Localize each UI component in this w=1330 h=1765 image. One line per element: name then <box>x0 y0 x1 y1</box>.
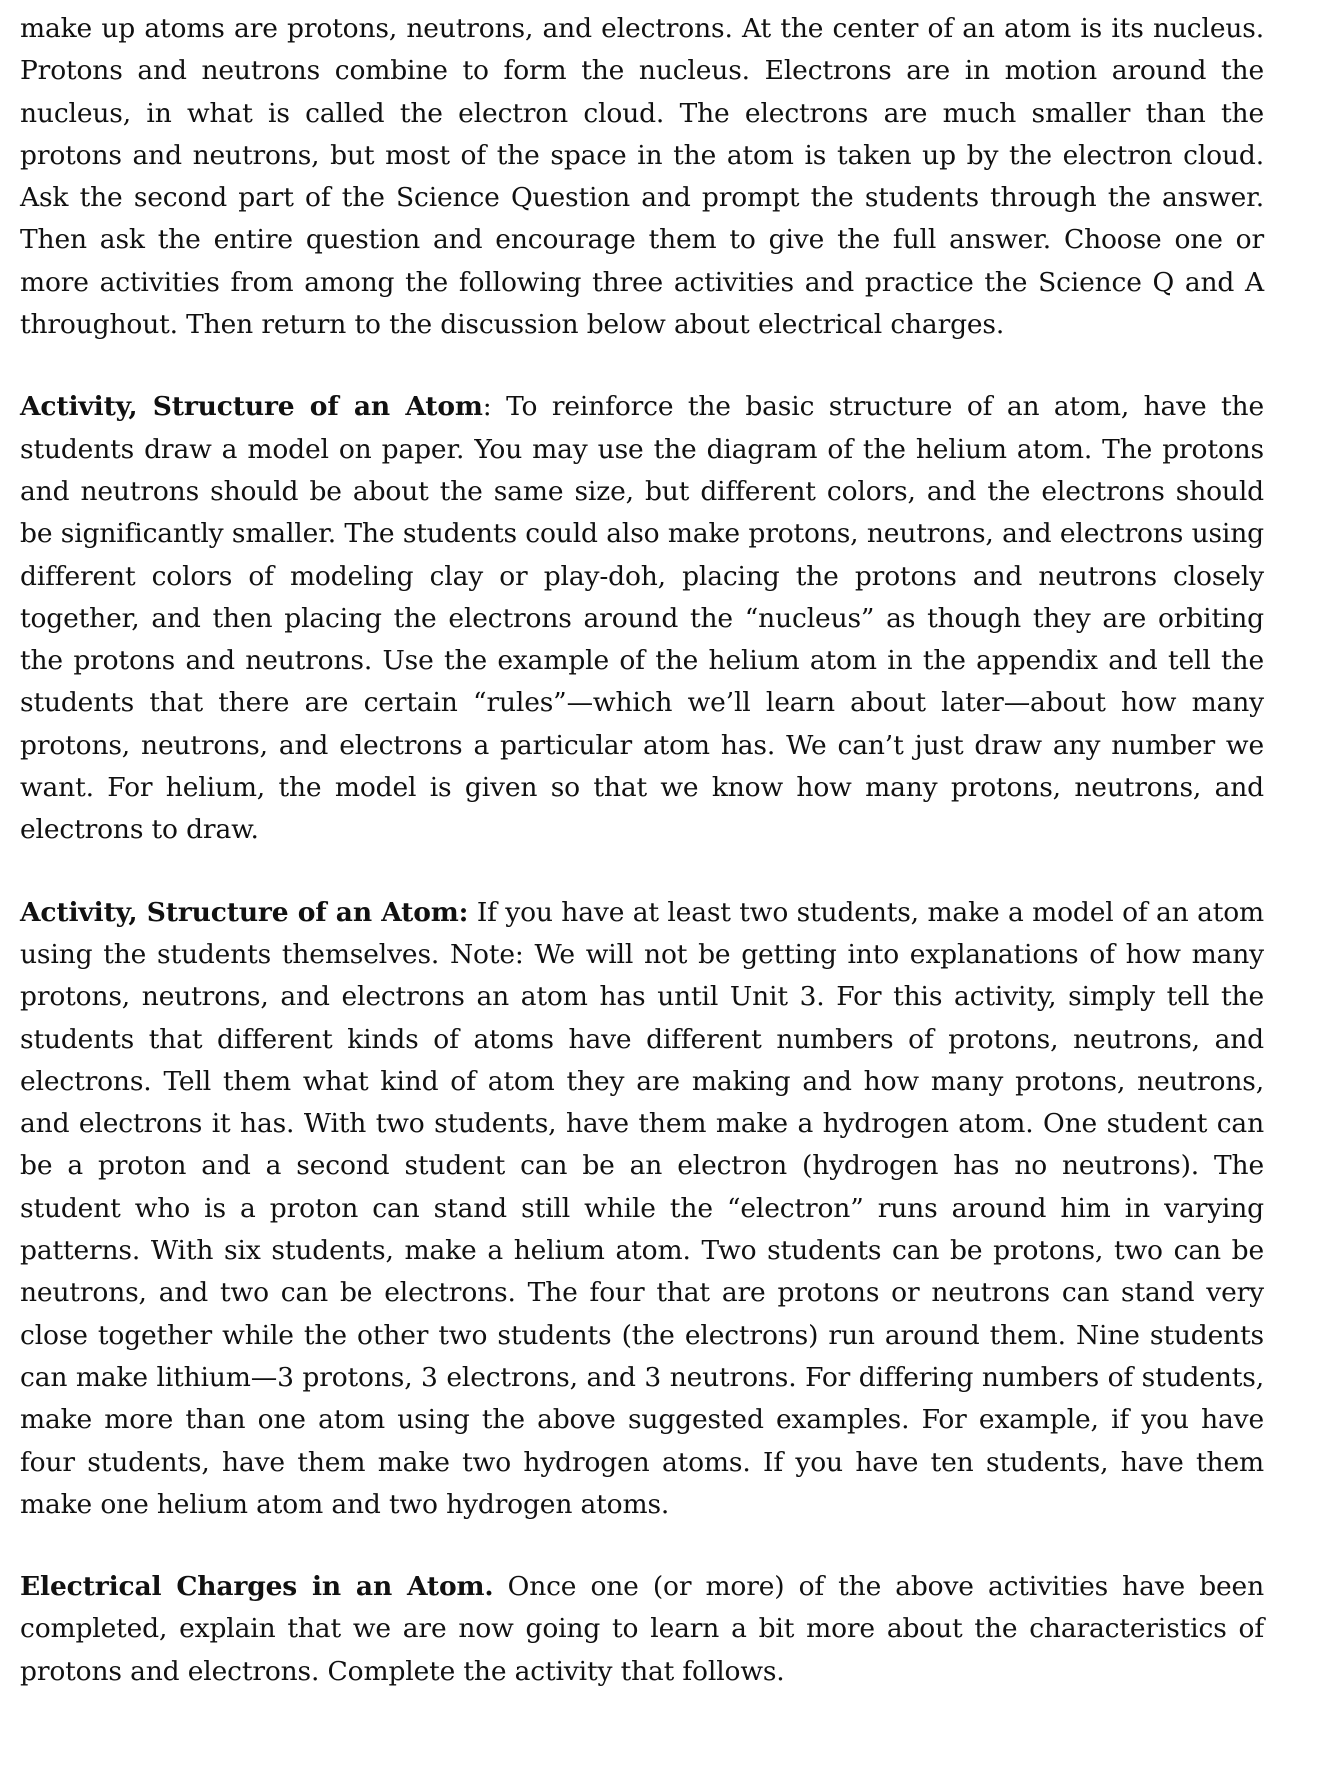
electrical-charges-paragraph <box>20 1566 1264 1693</box>
activity-student-model-text: If you have at least two students, make a model of an atom using the students themselves. Note: We will not be getting into explanations of how many protons, neutrons, and electrons an atom has until Unit 3. For this activity, simply tell the students that different kinds of atoms have different numbers of protons, neutrons, and electrons. Tell them what kind of atom they are making and how many protons, neutrons, and electrons it has. With two students, have them make a hydrogen atom. One student can be a proton and a second student can be an electron (hydrogen has no neutrons). The student who is a proton can stand still while the “electron” runs around him in varying patterns. With six students, make a helium atom. Two students can be protons, two can be neutrons, and two can be electrons. The four that are protons or neutrons can stand very close together while the other two students (the electrons) run around them. Nine students can make lithium—3 protons, 3 electrons, and 3 neutrons. For differing numbers of students, make more than one atom using the above suggested examples. For example, if you have four students, have them make two hydrogen atoms. If you have ten students, have them make one helium atom and two hydrogen atoms. <box>20 896 1265 1520</box>
document-page <box>20 8 1264 1693</box>
electrical-charges-text: Once one (or more) of the above activities have been completed, explain that we are now going to learn a bit more about the characteristics of protons and electrons. Complete the activity that follows. <box>20 1571 1265 1687</box>
electrical-charges-heading: Electrical Charges in an Atom. <box>20 1571 494 1603</box>
activity-student-model-heading: Activity, Structure of an Atom: <box>20 896 469 928</box>
activity-draw-model-paragraph <box>20 386 1264 851</box>
activity-draw-model-heading: Activity, Structure of an Atom <box>20 391 483 423</box>
activity-draw-model-text: : To reinforce the basic structure of an atom, have the students draw a model on paper. You may use the diagram of the helium atom. The protons and neutrons should be about the same size, but different colors, and the electrons should be significantly smaller. The students could also make protons, neutrons, and electrons using different colors of modeling clay or play-doh, placing the protons and neutrons closely together, and then placing the electrons around the “nucleus” as though they are orbiting the protons and neutrons. Use the example of the helium atom in the appendix and tell the students that there are certain “rules”—which we’ll learn about later—about how many protons, neutrons, and electrons a particular atom has. We can’t just draw any number we want. For helium, the model is given so that we know how many protons, neutrons, and electrons to draw. <box>20 391 1264 846</box>
intro-paragraph-text: make up atoms are protons, neutrons, and electrons. At the center of an atom is its nucleus. Protons and neutrons combine to form the nucleus. Electrons are in motion around the nucleus, in what is called the electron cloud. The electrons are much smaller than the protons and neutrons, but most of the space in the atom is taken up by the electron cloud. Ask the second part of the Science Question and prompt the students through the answer. Then ask the entire question and encourage them to give the full answer. Choose one or more activities from among the following three activities and practice the Science Q and A throughout. Then return to the discussion below about electrical charges. <box>20 13 1264 341</box>
activity-student-model-paragraph <box>20 892 1264 1526</box>
intro-paragraph <box>20 8 1264 346</box>
